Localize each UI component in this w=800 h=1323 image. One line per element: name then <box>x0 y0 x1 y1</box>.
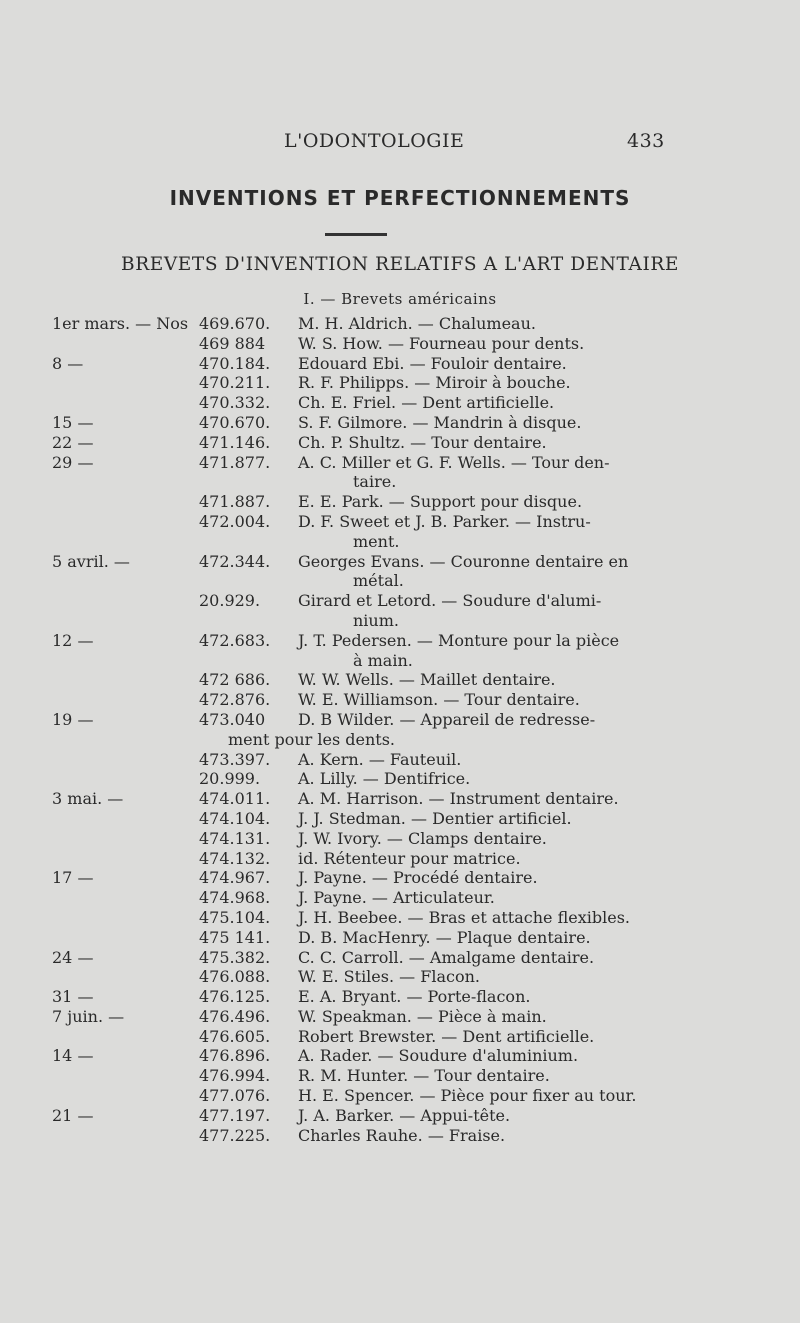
patent-line <box>0 413 800 433</box>
patent-description: H. E. Spencer. — Pièce pour fixer au tour. <box>298 1086 637 1106</box>
patent-line <box>0 611 800 631</box>
patent-number: 476.088. <box>199 967 271 987</box>
patent-number: 477.197. <box>199 1105 271 1125</box>
patent-number: 471.887. <box>199 492 271 512</box>
patent-line <box>0 690 800 710</box>
patent-number: 471.146. <box>199 432 271 452</box>
patent-line <box>0 987 800 1007</box>
patent-date: 17 — <box>52 868 94 888</box>
patent-description: nium. <box>353 610 399 630</box>
patent-description: R. F. Philipps. — Miroir à bouche. <box>298 373 571 393</box>
patent-number: 473.040 <box>199 709 266 729</box>
patent-number: 474.104. <box>199 808 271 828</box>
patent-description: id. Rétenteur pour matrice. <box>298 848 521 868</box>
running-title: L'ODONTOLOGIE <box>284 130 465 152</box>
patent-date: 5 avril. — <box>52 551 130 571</box>
patent-description: Ch. P. Shultz. — Tour dentaire. <box>298 432 547 452</box>
patent-line <box>0 928 800 948</box>
patent-line <box>0 591 800 611</box>
patent-line <box>0 1106 800 1126</box>
patent-line <box>0 433 800 453</box>
patent-line <box>0 393 800 413</box>
patent-line <box>0 472 800 492</box>
patent-description: Charles Rauhe. — Fraise. <box>298 1125 506 1145</box>
patent-description: J. W. Ivory. — Clamps dentaire. <box>298 828 547 848</box>
patent-number: 472 686. <box>199 670 271 690</box>
patent-description: à main. <box>353 650 413 670</box>
patent-description: S. F. Gilmore. — Mandrin à disque. <box>298 412 582 432</box>
patent-line <box>0 354 800 374</box>
patent-date: 7 juin. — <box>52 1006 125 1026</box>
patent-line <box>0 1007 800 1027</box>
patent-line <box>0 868 800 888</box>
patent-number: 476.496. <box>199 1006 271 1026</box>
patent-description: J. Payne. — Procédé dentaire. <box>298 868 538 888</box>
patent-description: A. Rader. — Soudure d'aluminium. <box>298 1046 579 1066</box>
patent-number: 475.382. <box>199 947 271 967</box>
patent-date: 29 — <box>52 452 94 472</box>
patent-line <box>0 948 800 968</box>
patent-description: W. E. Stiles. — Flacon. <box>298 967 480 987</box>
patent-description: Edouard Ebi. — Fouloir dentaire. <box>298 353 567 373</box>
patent-number: 477.076. <box>199 1086 271 1106</box>
patent-description: W. S. How. — Fourneau pour dents. <box>298 333 585 353</box>
category-heading: I. — Brevets américains <box>303 290 497 308</box>
patent-description: W. E. Williamson. — Tour dentaire. <box>298 690 580 710</box>
patent-number: 20.999. <box>199 769 261 789</box>
patent-line <box>0 314 800 334</box>
patent-date: 3 mai. — <box>52 789 124 809</box>
patent-line <box>0 908 800 928</box>
subsection-title: BREVETS D'INVENTION RELATIFS A L'ART DENTAIRE <box>121 254 679 275</box>
patent-line <box>0 750 800 770</box>
running-head <box>0 130 800 160</box>
patent-description: J. T. Pedersen. — Monture pour la pièce <box>298 630 620 650</box>
patent-date: 22 — <box>52 432 94 452</box>
patent-line <box>0 1066 800 1086</box>
patent-line <box>0 789 800 809</box>
patent-number: 470.332. <box>199 393 271 413</box>
patent-date: 8 — <box>52 353 84 373</box>
patent-description: Georges Evans. — Couronne dentaire en <box>298 551 629 571</box>
patent-description: A. C. Miller et G. F. Wells. — Tour den- <box>298 452 610 472</box>
patent-date: 21 — <box>52 1105 94 1125</box>
patent-number: 472.004. <box>199 511 271 531</box>
patent-description: taire. <box>353 472 397 492</box>
patent-line <box>0 453 800 473</box>
section-title: INVENTIONS ET PERFECTIONNEMENTS <box>169 186 631 210</box>
patent-line <box>0 730 800 750</box>
patent-date: 1er mars. — Nos <box>52 314 189 333</box>
patent-number: 476.994. <box>199 1066 271 1086</box>
patent-description: A. Lilly. — Dentifrice. <box>298 769 471 789</box>
patent-description: Ch. E. Friel. — Dent artificielle. <box>298 393 555 413</box>
patent-line <box>0 492 800 512</box>
patent-description: C. C. Carroll. — Amalgame dentaire. <box>298 947 595 967</box>
patent-description: Girard et Letord. — Soudure d'alumi- <box>298 591 602 611</box>
patent-description: Robert Brewster. — Dent artificielle. <box>298 1026 595 1046</box>
patent-description: W. W. Wells. — Maillet dentaire. <box>298 670 556 690</box>
patent-number: 474.131. <box>199 828 271 848</box>
patent-date: 15 — <box>52 412 94 432</box>
patent-number: 474.132. <box>199 848 271 868</box>
patent-description: W. Speakman. — Pièce à main. <box>298 1006 547 1026</box>
patent-number: 474.011. <box>199 789 271 809</box>
patent-description: D. F. Sweet et J. B. Parker. — Instru- <box>298 511 591 531</box>
patent-number: 473.397. <box>199 749 271 769</box>
patent-number: 475.104. <box>199 907 271 927</box>
patent-date: 14 — <box>52 1046 94 1066</box>
patent-description: R. M. Hunter. — Tour dentaire. <box>298 1066 550 1086</box>
patent-date: 12 — <box>52 630 94 650</box>
page-number: 433 <box>627 130 665 152</box>
patent-number: 472.344. <box>199 551 271 571</box>
patent-description: D. B Wilder. — Appareil de redresse- <box>298 709 596 729</box>
patent-line <box>0 829 800 849</box>
patent-date: 19 — <box>52 709 94 729</box>
patent-number: 472.876. <box>199 690 271 710</box>
patent-number: 476.125. <box>199 987 271 1007</box>
patent-description: J. Payne. — Articulateur. <box>298 888 495 908</box>
patent-line <box>0 552 800 572</box>
patent-description: E. A. Bryant. — Porte-flacon. <box>298 987 531 1007</box>
patent-line <box>0 1046 800 1066</box>
patent-description: D. B. MacHenry. — Plaque dentaire. <box>298 927 591 947</box>
patent-description: E. E. Park. — Support pour disque. <box>298 492 583 512</box>
patent-number: 476.896. <box>199 1046 271 1066</box>
patent-line <box>0 334 800 354</box>
patent-number: 475 141. <box>199 927 271 947</box>
patent-line <box>0 849 800 869</box>
patent-line <box>0 809 800 829</box>
patent-number: 471.877. <box>199 452 271 472</box>
patent-line <box>0 967 800 987</box>
patent-list <box>0 314 800 1145</box>
patent-description: A. Kern. — Fauteuil. <box>298 749 462 769</box>
patent-number: 469 884 <box>199 333 266 353</box>
patent-description: A. M. Harrison. — Instrument dentaire. <box>298 789 619 809</box>
patent-number: 472.683. <box>199 630 271 650</box>
patent-line <box>0 888 800 908</box>
patent-date: 24 — <box>52 947 94 967</box>
patent-number: 469.670. <box>199 314 271 333</box>
patent-line <box>0 769 800 789</box>
patent-number: 470.211. <box>199 373 271 393</box>
patent-description: métal. <box>353 571 404 591</box>
section-rule <box>325 233 387 236</box>
patent-description: J. J. Stedman. — Dentier artificiel. <box>298 808 572 828</box>
patent-number: 474.967. <box>199 868 271 888</box>
patent-date: 31 — <box>52 987 94 1007</box>
patent-line <box>0 670 800 690</box>
patent-line <box>0 373 800 393</box>
patent-line <box>0 532 800 552</box>
patent-line <box>0 1126 800 1146</box>
patent-line <box>0 1027 800 1047</box>
patent-line <box>0 571 800 591</box>
patent-description: ment pour les dents. <box>228 729 395 749</box>
patent-description: J. H. Beebee. — Bras et attache flexibles. <box>298 907 630 927</box>
patent-description: ment. <box>353 531 400 551</box>
patent-number: 476.605. <box>199 1026 271 1046</box>
patent-line <box>0 1086 800 1106</box>
patent-line <box>0 710 800 730</box>
patent-number: 474.968. <box>199 888 271 908</box>
patent-number: 470.670. <box>199 412 271 432</box>
patent-number: 20.929. <box>199 591 261 611</box>
patent-number: 477.225. <box>199 1125 271 1145</box>
patent-description: M. H. Aldrich. — Chalumeau. <box>298 314 536 333</box>
patent-line <box>0 631 800 651</box>
patent-line <box>0 651 800 671</box>
patent-number: 470.184. <box>199 353 271 373</box>
patent-line <box>0 512 800 532</box>
patent-description: J. A. Barker. — Appui-tête. <box>298 1105 511 1125</box>
